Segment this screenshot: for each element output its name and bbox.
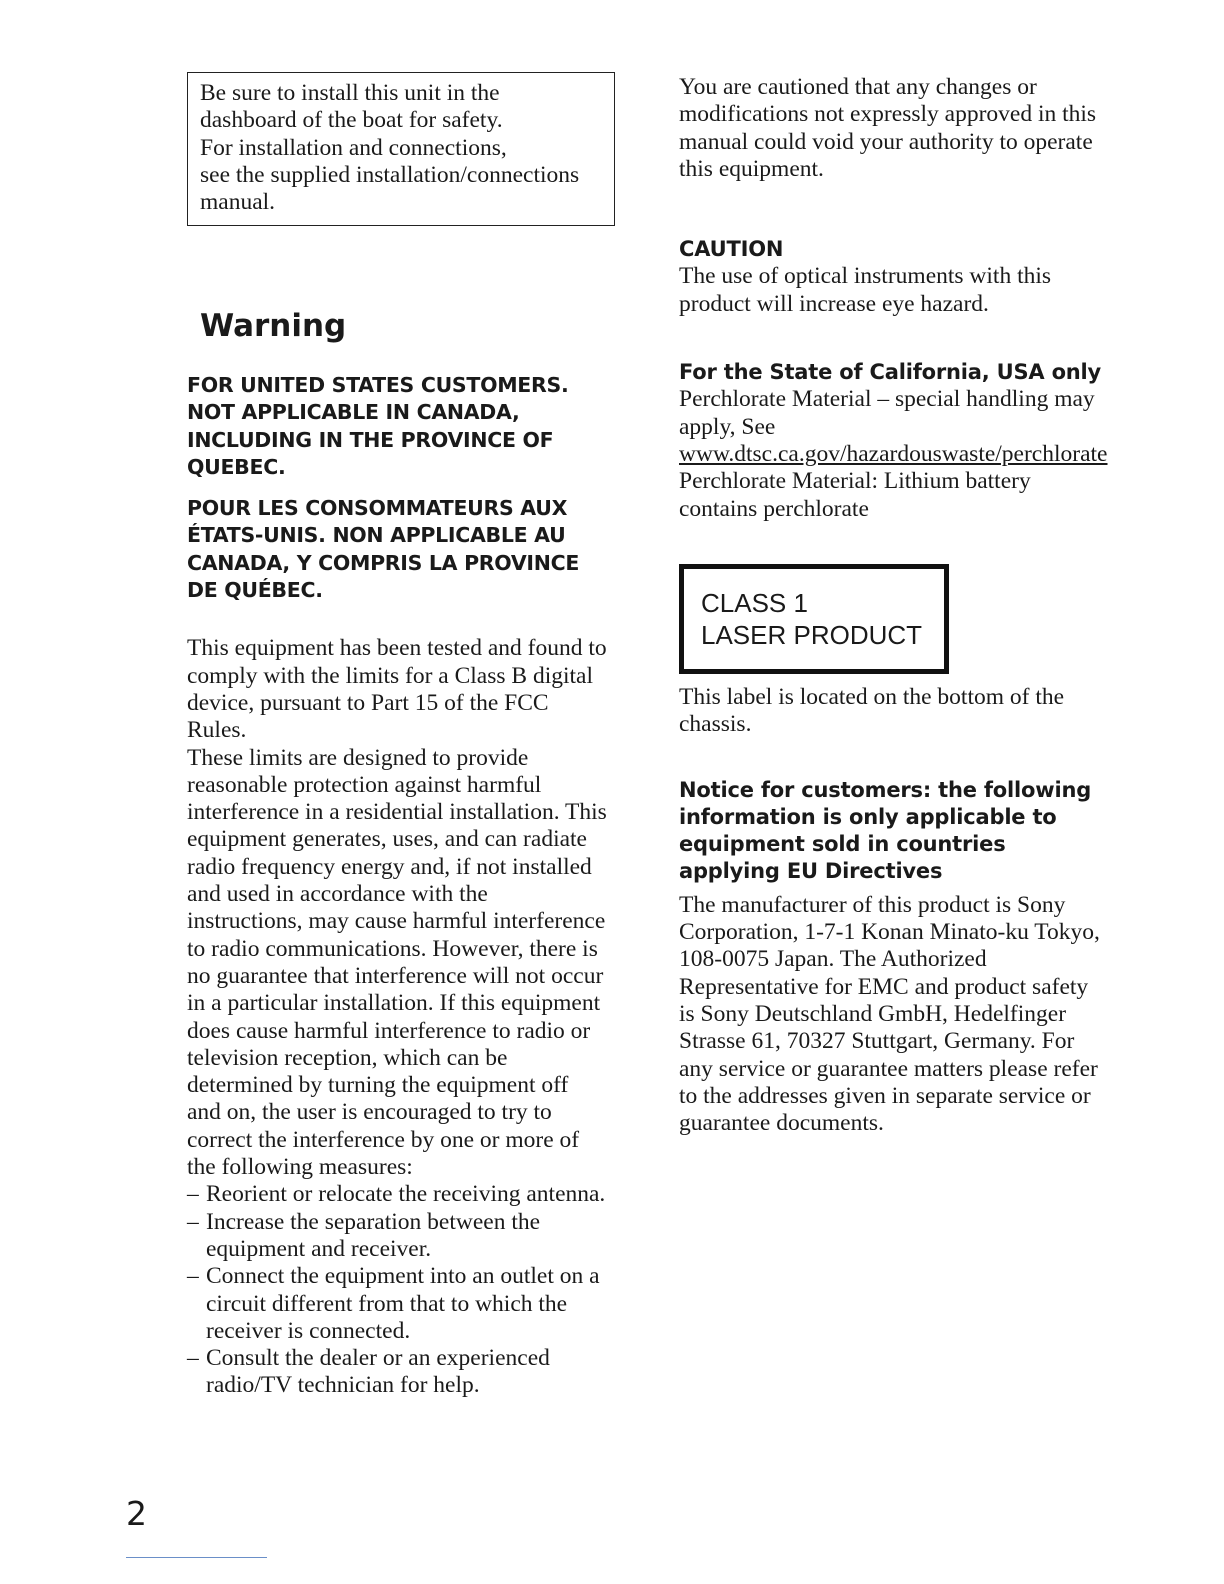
install-notice-line: Be sure to install this unit in the (200, 80, 500, 106)
us-customers-notice: FOR UNITED STATES CUSTOMERS. NOT APPLICABLE IN CANADA, INCLUDING IN THE PROVINCE OF QUEBEC. (187, 373, 569, 479)
right-column-bottom (679, 684, 1104, 1137)
list-item (187, 1345, 607, 1400)
fcc-intro-paragraph: This equipment has been tested and found to comply with the limits for a Class B digital device, pursuant to Part 15 of the FCC Rules. (187, 635, 607, 744)
caution-heading: CAUTION (679, 237, 784, 262)
modifications-notice: You are cautioned that any changes or modifications not expressly approved in this manual could void your authority to operate this equipment. (679, 74, 1097, 182)
california-heading: For the State of California, USA only (679, 360, 1102, 385)
install-notice-line: dashboard of the boat for safety. (200, 107, 503, 134)
caution-text: The use of optical instruments with this product will increase eye hazard. (679, 263, 1052, 317)
install-notice-line: manual. (200, 189, 276, 216)
laser-product-text: LASER PRODUCT (701, 620, 923, 650)
list-item (187, 1263, 607, 1345)
footer-rule (126, 1557, 267, 1558)
fcc-body-paragraph: These limits are designed to provide reasonable protection against harmful interference in a residential installation. This equipment generates, uses, and can radiate radio frequency energy and, if not installed and used in accordance with the instructions, may cause harmful interference to radio communications. However, there is no guarantee that interference will not occur in a particular installation. If this equipment does cause harmful interference to radio or television reception, which can be determined by turning the equipment off and on, the user is encouraged to try to correct the interference by one or more of the following measures: (187, 744, 607, 1181)
page-number: 2 (126, 1494, 147, 1533)
measure-text: Connect the equipment into an outlet on a circuit different from that to which the receiver is connected. (206, 1263, 600, 1344)
measure-text: Consult the dealer or an experienced radio/TV technician for help. (206, 1345, 550, 1399)
measure-text: Increase the separation between the equipment and receiver. (206, 1208, 541, 1262)
measure-text: Reorient or relocate the receiving antenna. (206, 1181, 606, 1208)
dash-bullet: – (187, 1263, 199, 1290)
left-column-text (187, 372, 607, 1400)
install-notice-line: see the supplied installation/connections (200, 161, 580, 188)
install-notice-box (187, 72, 615, 226)
fr-customers-notice: POUR LES CONSOMMATEURS AUX ÉTATS-UNIS. NON APPLICABLE AU CANADA, Y COMPRIS LA PROVINCE DE QUÉBEC. (187, 496, 580, 603)
laser-product-label (679, 564, 949, 674)
list-item (187, 1181, 607, 1208)
dash-bullet: – (187, 1208, 199, 1235)
dash-bullet: – (187, 1345, 199, 1372)
eu-notice-text: The manufacturer of this product is Sony Corporation, 1-7-1 Konan Minato-ku Tokyo, 108-0075 Japan. The Authorized Representative for EMC and product safety is Sony Deutschland GmbH, Hedelfinger Strasse 61, 70327 Stuttgart, Germany. For any service or guarantee matters please refer to the addresses given in separate service or guarantee documents. (679, 891, 1100, 1137)
california-line-2: Perchlorate Material: Lithium battery contains perchlorate (679, 468, 1031, 522)
fcc-measures-list (187, 1181, 607, 1399)
eu-notice-heading: Notice for customers: the following information is only applicable to equipment sold in countries applying EU Directives (679, 777, 1092, 884)
dash-bullet: – (187, 1181, 199, 1208)
list-item (187, 1209, 607, 1264)
install-notice-line: For installation and connections, (200, 134, 507, 161)
right-column-top (679, 74, 1108, 523)
laser-label-caption: This label is located on the bottom of the chassis. (679, 684, 1065, 738)
perchlorate-link[interactable]: www.dtsc.ca.gov/hazardouswaste/perchlorate (679, 440, 1108, 467)
california-line-1: Perchlorate Material – special handling may apply, See (679, 386, 1095, 440)
laser-class-text: CLASS 1 (701, 588, 808, 618)
warning-title: Warning (200, 308, 347, 344)
